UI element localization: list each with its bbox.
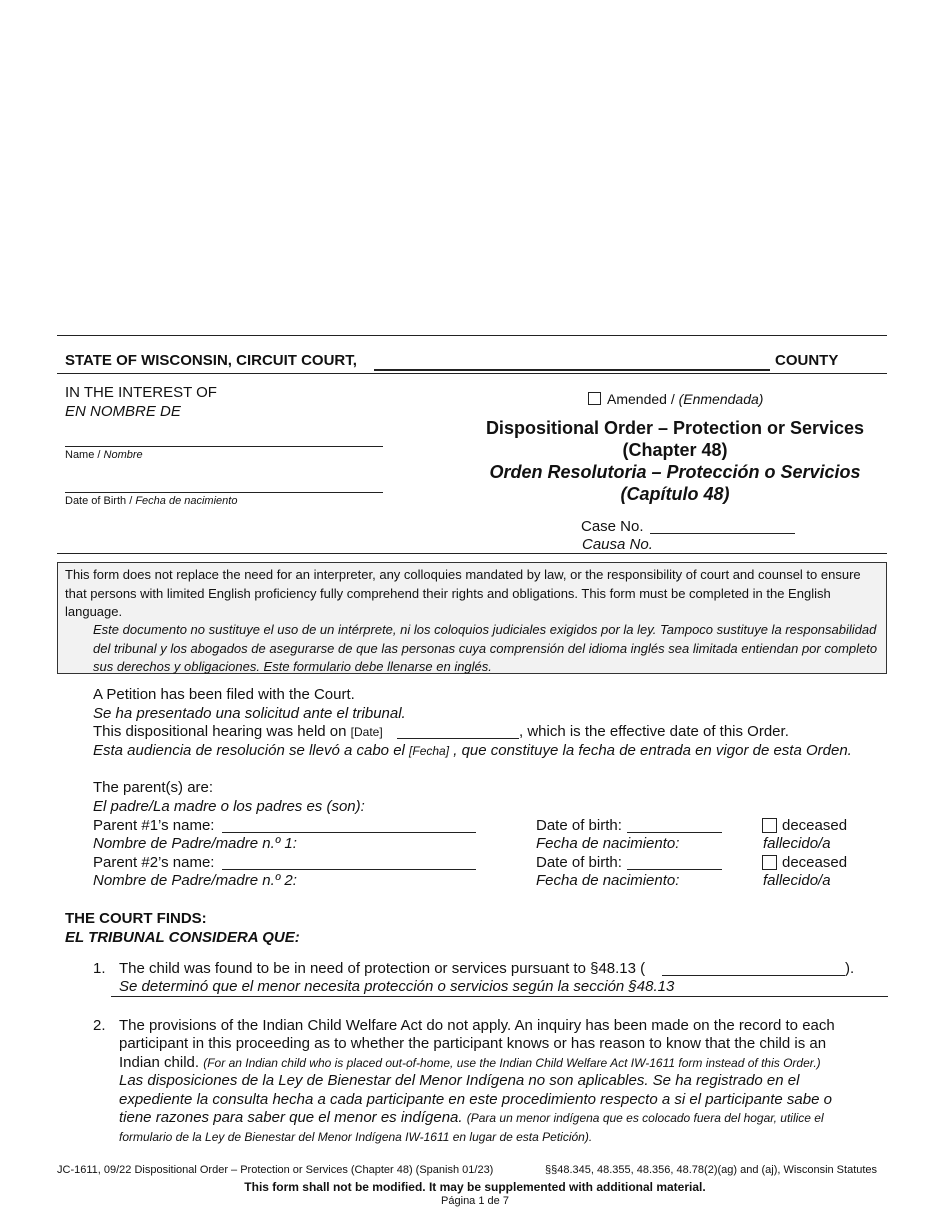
- interpreter-notice: [57, 562, 887, 674]
- finding-1-text: The child was found to be in need of protection or services pursuant to §48.13 (: [119, 960, 646, 977]
- parent2-deceased-label-es: fallecido/a: [763, 872, 831, 889]
- county-name-field[interactable]: [374, 369, 770, 371]
- hearing-date-field[interactable]: [397, 738, 519, 739]
- hearing-line: This dispositional hearing was held on [Date]: [93, 723, 383, 740]
- findings-heading: THE COURT FINDS:: [65, 910, 207, 927]
- finding-2-line2: participant in this proceeding as to whether the participant knows or has reason to know that the child is an: [119, 1035, 827, 1052]
- finding-2-line2-es: expediente la consulta hecha a cada participante en este procedimiento respecto a si el participante sabe o: [119, 1091, 832, 1108]
- child-dob-field[interactable]: [65, 492, 383, 493]
- parent1-dob-label-es: Fecha de nacimiento:: [536, 835, 680, 852]
- notice-text-en: This form does not replace the need for an interpreter, any colloquies mandated by law, or the responsibility of court and counsel to ensure that persons with limited English proficiency fully comprehend their rights and obligations. This form must be completed in the English language.: [65, 567, 861, 619]
- form-title-chapter: (Chapter 48): [622, 440, 728, 460]
- county-label: COUNTY: [775, 352, 839, 369]
- interest-label: IN THE INTEREST OF: [65, 384, 217, 401]
- page-number: Página 1 de 7: [441, 1195, 509, 1207]
- finding-2-line3: Indian child. (For an Indian child who is placed out-of-home, use the Indian Child Welfare Act IW-1611 form instead of this Order.): [119, 1054, 821, 1071]
- hearing-line-es: Esta audiencia de resolución se llevó a cabo el [Fecha] , que constituye la fecha de entrada en vigor de esta Orden.: [93, 742, 852, 759]
- parent2-dob-label-es: Fecha de nacimiento:: [536, 872, 680, 889]
- finding-1-number: 1.: [93, 960, 106, 977]
- finding-2-line1: The provisions of the Indian Child Welfare Act do not apply. An inquiry has been made on the record to each: [119, 1017, 835, 1034]
- caption-rule: [57, 553, 887, 554]
- parent2-name-field[interactable]: [222, 869, 476, 870]
- parent1-name-field[interactable]: [222, 832, 476, 833]
- notice-text-es: Este documento no sustituye el uso de un intérprete, ni los coloquios judiciales exigidos por la ley. Tampoco sustituye la responsabilidad del tribunal y los abogados de asegurarse de que las personas cuya comprensión del idioma inglés sea limitada entiendan por completo sus derechos y obligaciones. Este formulario debe llenarse en inglés.: [93, 622, 878, 674]
- finding-1-subsection-field[interactable]: [662, 975, 845, 976]
- amended-label: Amended / (Enmendada): [607, 391, 764, 407]
- parent2-label: Parent #2’s name:: [93, 854, 215, 871]
- parent1-dob-field[interactable]: [627, 832, 722, 833]
- form-title-es: Orden Resolutoria – Protección o Servicios: [489, 462, 861, 482]
- footer-form-id: JC-1611, 09/22 Dispositional Order – Protection or Services (Chapter 48) (Spanish 01/23): [57, 1164, 494, 1176]
- amended-checkbox[interactable]: [588, 392, 601, 405]
- court-label: STATE OF WISCONSIN, CIRCUIT COURT,: [65, 352, 357, 369]
- finding-2-line1-es: Las disposiciones de la Ley de Bienestar del Menor Indígena no son aplicables. Se ha registrado en el: [119, 1072, 800, 1089]
- parents-intro: The parent(s) are:: [93, 779, 214, 796]
- child-name-field[interactable]: [65, 446, 383, 447]
- parent2-deceased-label: deceased: [782, 854, 848, 871]
- parent1-label-es: Nombre de Padre/madre n.º 1:: [93, 835, 297, 852]
- parent1-deceased-checkbox[interactable]: [762, 818, 777, 833]
- header-rule: [57, 373, 887, 374]
- finding-2-line3-es: tiene razones para saber que el menor es indígena. (Para un menor indígena que es colocado fuera del hogar, utilice el: [119, 1109, 824, 1126]
- finding-1-rule: [111, 996, 888, 997]
- case-number-label-es: Causa No.: [582, 536, 653, 553]
- interest-label-es: EN NOMBRE DE: [65, 403, 181, 420]
- form-title: Dispositional Order – Protection or Services: [485, 418, 865, 438]
- dob-label: Date of Birth / Fecha de nacimiento: [65, 495, 238, 507]
- petition-filed: A Petition has been filed with the Court.: [93, 686, 355, 703]
- case-number-label: Case No.: [581, 518, 644, 535]
- parent1-deceased-label-es: fallecido/a: [763, 835, 831, 852]
- finding-1-text-es: Se determinó que el menor necesita protección o servicios según la sección §48.13: [119, 978, 675, 995]
- parent2-dob-field[interactable]: [627, 869, 722, 870]
- finding-2-line4-es: formulario de la Ley de Bienestar del Menor Indígena IW-1611 en lugar de esta Petición).: [119, 1130, 593, 1144]
- parents-intro-es: El padre/La madre o los padres es (son):: [93, 798, 365, 815]
- findings-heading-es: EL TRIBUNAL CONSIDERA QUE:: [65, 929, 300, 946]
- parent2-deceased-checkbox[interactable]: [762, 855, 777, 870]
- footer-warning: This form shall not be modified. It may be supplemented with additional material.: [244, 1180, 706, 1194]
- parent1-label: Parent #1’s name:: [93, 817, 215, 834]
- finding-2-number: 2.: [93, 1017, 106, 1034]
- hearing-line-end: , which is the effective date of this Order.: [519, 723, 789, 740]
- finding-1-close: ).: [845, 960, 855, 977]
- form-title-chapter-es: (Capítulo 48): [620, 484, 730, 504]
- case-number-field[interactable]: [650, 533, 795, 534]
- petition-filed-es: Se ha presentado una solicitud ante el tribunal.: [93, 705, 406, 722]
- top-rule: [57, 335, 887, 336]
- parent1-dob-label: Date of birth:: [536, 817, 622, 834]
- parent2-dob-label: Date of birth:: [536, 854, 622, 871]
- footer-statutes: §§48.345, 48.355, 48.356, 48.78(2)(ag) and (aj), Wisconsin Statutes: [545, 1164, 878, 1176]
- parent1-deceased-label: deceased: [782, 817, 848, 834]
- name-label: Name / Nombre: [65, 449, 143, 461]
- parent2-label-es: Nombre de Padre/madre n.º 2:: [93, 872, 297, 889]
